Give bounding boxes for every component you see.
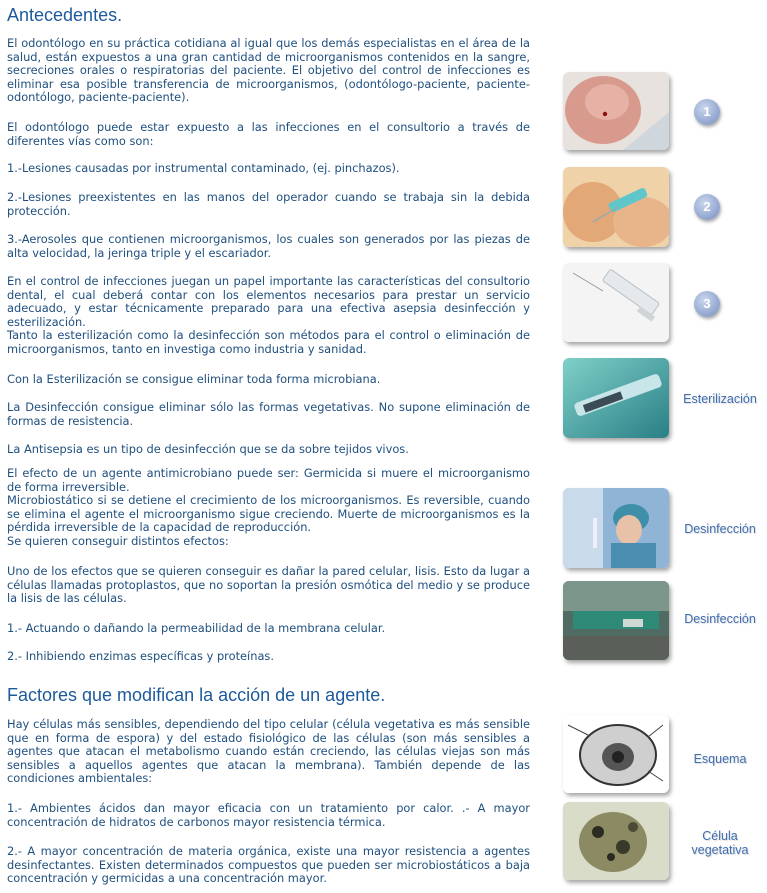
- paragraph-antisepsia: La Antisepsia es un tipo de desinfección que se da sobre tejidos vivos.: [7, 442, 409, 456]
- paragraph-factores: Hay células más sensibles, dependiendo del tipo celular (célula vegetativa es más sensible que en forma de espora) y del estado fisiológico de las células (son más sensibles a agentes que atacan el metabolismo cuando están creciendo, las células viejas son más sensibles a aquellos agentes que atacan la membrana). También depende de las condiciones ambientales:: [7, 717, 530, 786]
- number-badge-3: 3: [694, 291, 720, 317]
- finger-puncture-image: [563, 72, 669, 150]
- caption-desinfeccion-2: Desinfección: [684, 612, 756, 626]
- paragraph-factor-2: 2.- A mayor concentración de materia orgánica, existe una mayor resistencia a agentes desinfectantes. Existen determinados compuestos que pueden ser microbiostáticos a baja concentración y germicidas a una concentración mayor.: [7, 844, 530, 886]
- needle-finger-image: [563, 167, 669, 247]
- caption-celula-vegetativa: Célula vegetativa: [691, 829, 749, 857]
- caption-esquema: Esquema: [693, 752, 747, 766]
- section-title-antecedentes: Antecedentes.: [7, 5, 123, 25]
- cell-diagram-image: [563, 715, 669, 793]
- paragraph-esterilizacion: Con la Esterilización se consigue eliminar toda forma microbiana.: [7, 372, 381, 386]
- paragraph-efecto: El efecto de un agente antimicrobiano puede ser: Germicida si muere el microorganismo de forma irreversible. Microbiostático si se detiene el crecimiento de los microorganismos. Es reversible, cuando se elimina el agente el microorganismo sigue creciendo. Muerte de microorganismos es la pérdida irreversible de la capacidad de reproducción. Se quieren conseguir distintos efectos:: [7, 466, 530, 548]
- sterilization-image: [563, 358, 669, 438]
- number-badge-2: 2: [694, 194, 720, 220]
- hospital-room-image: [563, 581, 669, 660]
- paragraph-lisis: Uno de los efectos que se quieren conseguir es dañar la pared celular, lisis. Esto da lugar a células llamadas protoplastos, que no soportan la presión osmótica del medio y se produce la lisis de las células.: [7, 564, 530, 606]
- paragraph-item-3: 3.-Aerosoles que contienen microorganismos, los cuales son generados por las piezas de alta velocidad, la jeringa triple y el escariador.: [7, 232, 530, 260]
- paragraph-membrana: 1.- Actuando o dañando la permeabilidad de la membrana celular.: [7, 621, 386, 635]
- caption-desinfeccion-1: Desinfección: [684, 522, 756, 536]
- number-badge-1: 1: [694, 99, 720, 125]
- paragraph-vias: El odontólogo puede estar expuesto a las infecciones en el consultorio a través de diferentes vías como son:: [7, 120, 530, 148]
- paragraph-enzimas: 2.- Inhibiendo enzimas específicas y proteínas.: [7, 649, 274, 663]
- nurse-image: [563, 488, 669, 568]
- paragraph-factor-1: 1.- Ambientes ácidos dan mayor eficacia con un tratamiento por calor. .- A mayor concentración de hidratos de carbonos mayor resistencia térmica.: [7, 801, 530, 829]
- section-title-factores: Factores que modifican la acción de un agente.: [7, 685, 386, 705]
- paragraph-intro: El odontólogo en su práctica cotidiana al igual que los demás especialistas en el área de la salud, están expuestos a una gran cantidad de microorganismos contenidos en la sangre, secreciones orales o respiratorias del paciente. El objetivo del control de infecciones es eliminar esa posible transferencia de microorganismos, (odontólogo-paciente, paciente-odontólogo, paciente-paciente).: [7, 36, 530, 105]
- caption-esterilizacion: Esterilización: [683, 392, 757, 406]
- paragraph-item-1: 1.-Lesiones causadas por instrumental contaminado, (ej. pinchazos).: [7, 161, 400, 175]
- paragraph-control: En el control de infecciones juegan un papel importante las características del consultorio dental, el cual deberá contar con los elementos necesarios para prestar un servicio adecuado, y estar técnicamente preparado para una efectiva asepsia desinfección y esterilización. Tanto la esterilización como la desinfección son métodos para el control o eliminación de microorganismos, tanto en investiga como industria y sanidad.: [7, 274, 530, 356]
- paragraph-desinfeccion: La Desinfección consigue eliminar sólo las formas vegetativas. No supone eliminación de formas de resistencia.: [7, 400, 530, 428]
- vegetative-cell-image: [563, 802, 669, 880]
- paragraph-item-2: 2.-Lesiones preexistentes en las manos del operador cuando se trabaja sin la debida protección.: [7, 190, 530, 218]
- syringe-image: [563, 263, 669, 342]
